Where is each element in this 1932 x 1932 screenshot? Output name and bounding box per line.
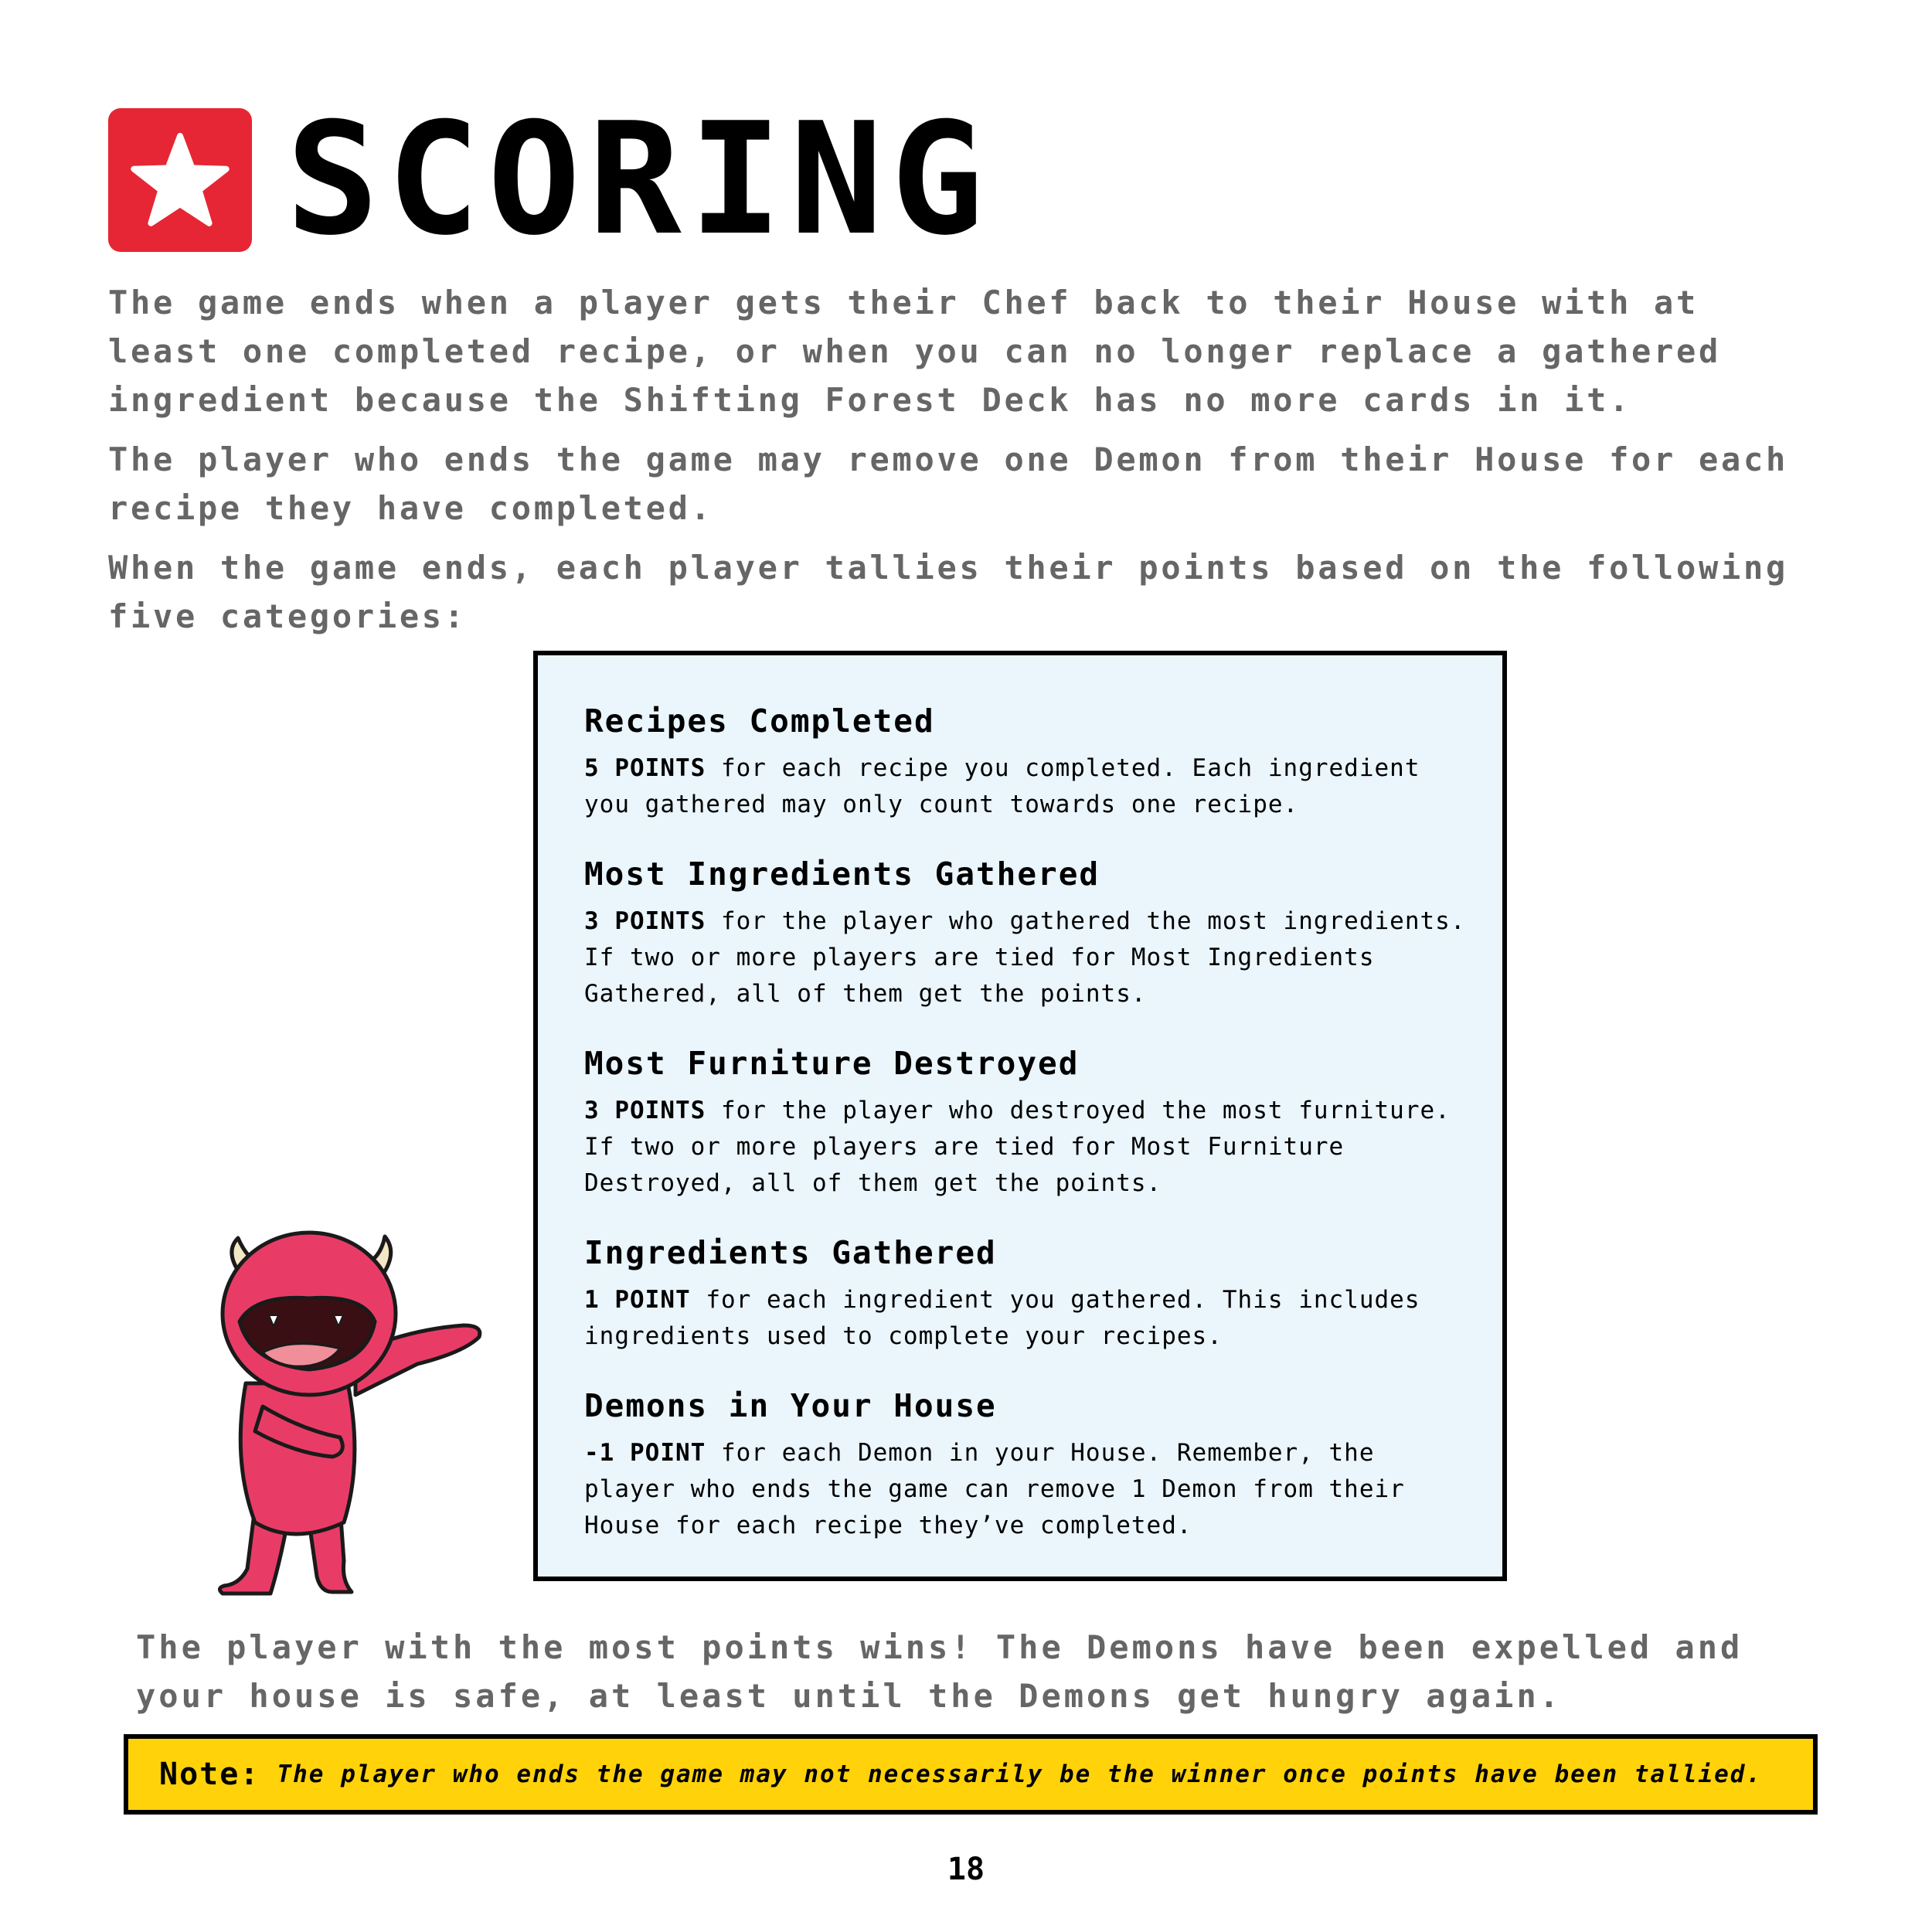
category-points: 1 POINT	[584, 1286, 691, 1314]
category-text: for each Demon in your House. Remember, the player who ends the game can remove 1 Demon from their House for each recipe they’ve completed.	[584, 1439, 1405, 1539]
category-description	[584, 1093, 1473, 1202]
category-points: 3 POINTS	[584, 1097, 706, 1124]
intro-text	[108, 278, 1808, 651]
category-demons	[584, 1383, 1502, 1544]
category-most-furniture	[584, 1040, 1502, 1202]
category-title: Recipes Completed	[584, 702, 935, 740]
category-points: 3 POINTS	[584, 907, 706, 935]
intro-paragraph: When the game ends, each player tallies their points based on the following five categories:	[108, 549, 1788, 635]
star-icon	[108, 108, 252, 252]
category-title: Demons in Your House	[584, 1387, 997, 1424]
intro-paragraph: The game ends when a player gets their Chef back to their House with at least one completed recipe, or when you can no longer replace a gathered ingredient because the Shifting Forest Deck has no more cards in it.	[108, 284, 1722, 419]
category-most-ingredients	[584, 851, 1502, 1012]
category-text: for each recipe you completed. Each ingredient you gathered may only count towards one recipe.	[584, 754, 1420, 818]
demon-illustration	[209, 1229, 487, 1600]
page-header	[108, 90, 992, 270]
category-text: for the player who destroyed the most furniture. If two or more players are tied for Most Furniture Destroyed, all of them get the points.	[584, 1097, 1451, 1197]
note-label: Note:	[159, 1757, 260, 1792]
outro-text	[136, 1623, 1836, 1720]
category-text: for each ingredient you gathered. This includes ingredients used to complete your recipes.	[584, 1286, 1420, 1350]
category-points: -1 POINT	[584, 1439, 706, 1467]
category-description	[584, 750, 1473, 823]
category-title: Most Furniture Destroyed	[584, 1045, 1080, 1082]
note-text: The player who ends the game may not necessarily be the winner once points have been tallied.	[277, 1760, 1763, 1788]
category-ingredients-gathered	[584, 1230, 1502, 1355]
category-points: 5 POINTS	[584, 754, 706, 782]
page-number: 18	[947, 1852, 985, 1887]
intro-paragraph: The player who ends the game may remove one Demon from their House for each recipe they have completed.	[108, 440, 1788, 527]
category-title: Ingredients Gathered	[584, 1234, 997, 1271]
scoring-categories-box	[533, 651, 1507, 1581]
note-banner	[124, 1734, 1818, 1815]
category-description	[584, 903, 1473, 1012]
category-description	[584, 1282, 1473, 1355]
outro-paragraph: The player with the most points wins! The Demons have been expelled and your house is safe, at least until the Demons get hungry again.	[136, 1628, 1743, 1715]
category-text: for the player who gathered the most ingredients. If two or more players are tied for Most Ingredients Gathered, all of them get the points.	[584, 907, 1466, 1008]
category-description	[584, 1435, 1473, 1544]
category-recipes-completed	[584, 698, 1502, 823]
page-title: SCORING	[286, 90, 992, 270]
category-title: Most Ingredients Gathered	[584, 855, 1100, 893]
